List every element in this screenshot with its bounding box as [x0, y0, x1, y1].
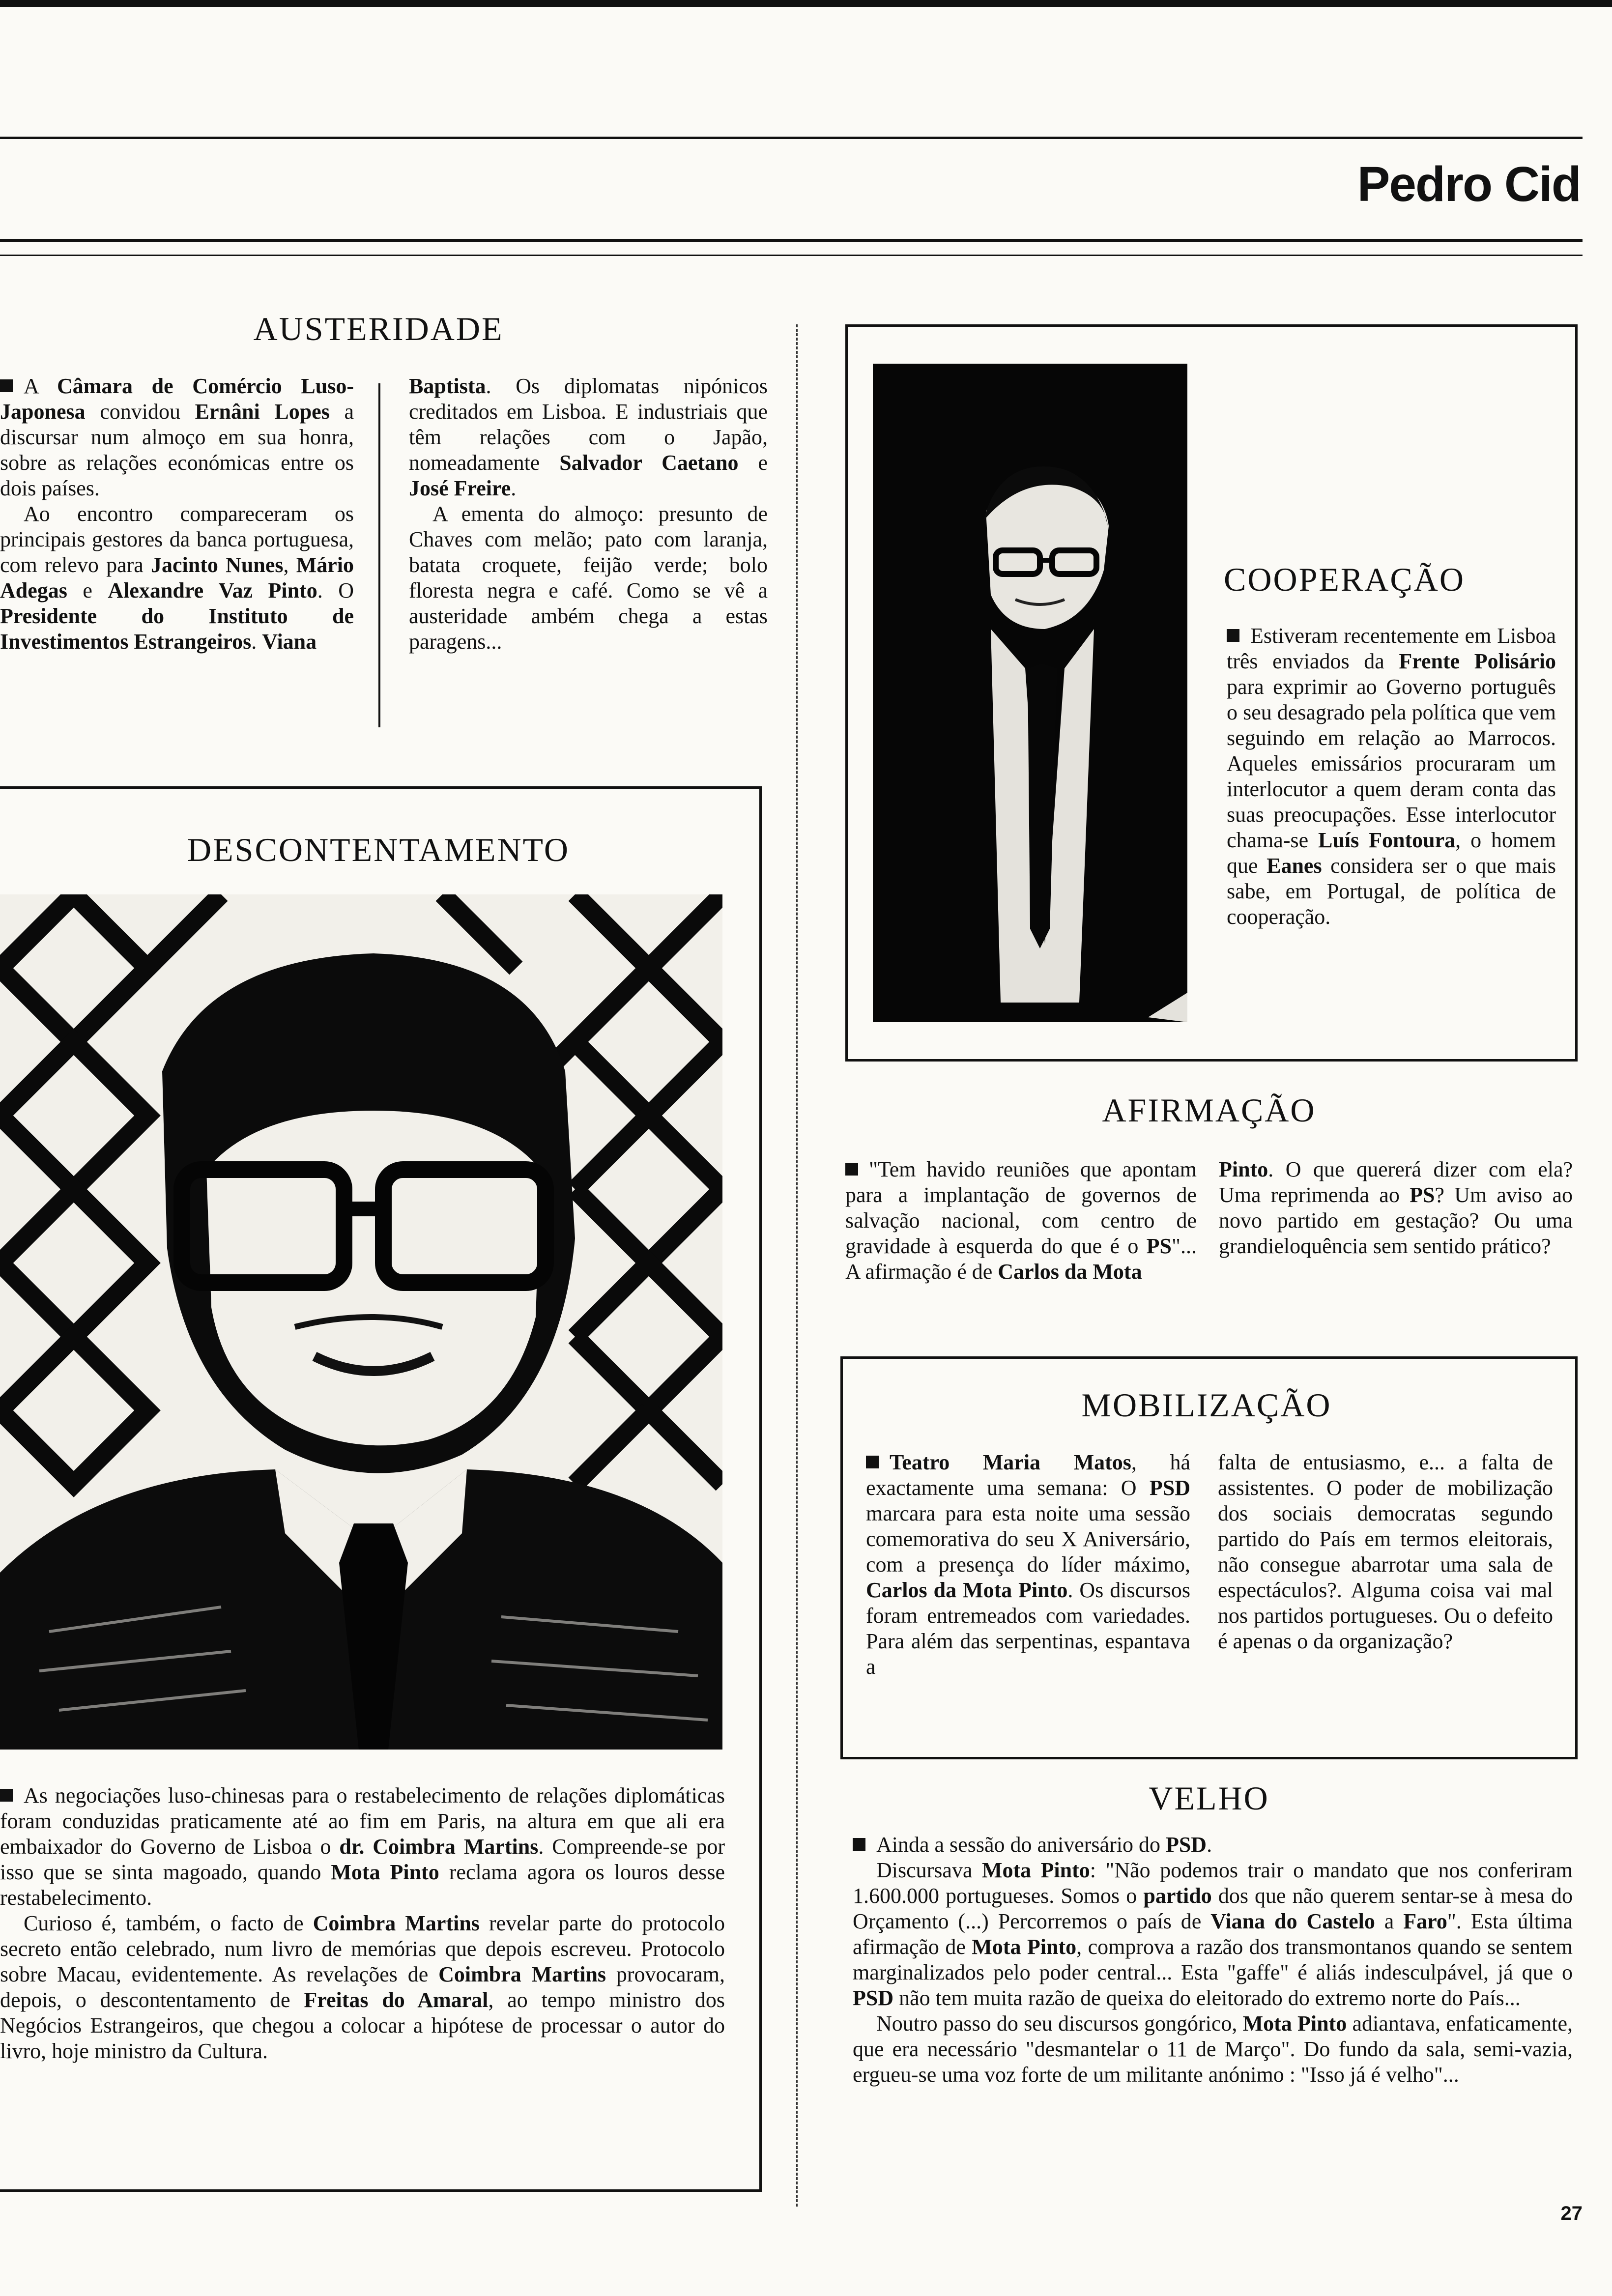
- center-divider: [796, 324, 798, 2207]
- text-run: Mota Pinto: [1242, 2011, 1347, 2036]
- text-run: . O que quererá dizer com ela? Uma reprimenda ao: [1219, 1157, 1573, 1207]
- text-run: Mota Pinto: [331, 1860, 439, 1884]
- text-run: Estiveram recentemente em Lisboa três enviados da: [1227, 624, 1556, 673]
- text-run: Presidente do Instituto de Investimentos Estrangeiros: [0, 604, 354, 654]
- text-run: Luís Fontoura: [1318, 828, 1456, 852]
- text-run: considera ser o que mais sabe, em Portugal, de política de cooperação.: [1227, 854, 1556, 929]
- text-run: ? Um aviso ao novo partido em gestação? Ou uma grandieloquência sem sentido prático?: [1219, 1183, 1573, 1258]
- text-run: ". Esta última afirmação de: [853, 1909, 1573, 1959]
- text-run: a discursar num almoço em sua honra, sobre as relações económicas entre os dois países.: [0, 400, 354, 500]
- text-run: Pinto: [1219, 1157, 1268, 1181]
- cooperacao-title: COOPERAÇÃO: [1224, 561, 1465, 598]
- text-run: Freitas do Amaral: [304, 1988, 489, 2012]
- bullet-square-icon: [845, 1163, 858, 1176]
- austeridade-col2: [409, 373, 768, 655]
- page-number: 27: [1560, 2203, 1583, 2224]
- text-run: Discursava: [876, 1858, 982, 1882]
- text-run: reclama agora os louros desse restabelecimento.: [0, 1860, 725, 1910]
- text-run: PSD: [1165, 1833, 1207, 1857]
- text-run: Mota Pinto: [972, 1935, 1077, 1959]
- header-rule-mid: [0, 239, 1583, 242]
- text-run: . O: [317, 578, 354, 603]
- text-run: Salvador Caetano: [559, 451, 739, 475]
- bullet-square-icon: [0, 1789, 13, 1802]
- text-run: . Os discursos foram entremeados com variedades. Para além das serpentinas, espantava a: [866, 1578, 1190, 1679]
- austeridade-col2-p2: [409, 501, 768, 655]
- text-run: partido: [1143, 1884, 1212, 1908]
- text-run: , há exactamente uma semana: O: [866, 1450, 1191, 1500]
- mobilizacao-col1-p: [866, 1450, 1190, 1680]
- text-run: .: [251, 630, 262, 654]
- text-run: , ao tempo ministro dos Negócios Estrangeiros, que chegou a colocar a hipótese de processar o autor do livro, hoje ministro da Cultura.: [0, 1988, 725, 2063]
- text-run: . Os diplomatas nipónicos creditados em Lisboa. E industriais que têm relações com o Japão, nomeadamente: [409, 374, 768, 475]
- text-run: revelar parte do protocolo secreto então celebrado, num livro de memórias que depois escreveu. Protocolo sobre Macau, evidentemente. As revelações de: [0, 1911, 725, 1986]
- text-run: Teatro Maria Matos: [890, 1450, 1131, 1474]
- text-run: Câmara de Comércio Luso-Japonesa: [0, 374, 354, 424]
- text-run: Curioso é, também, o facto de: [24, 1911, 313, 1935]
- text-run: Viana: [262, 630, 317, 654]
- text-run: provocaram, depois, o descontentamento de: [0, 1962, 725, 2012]
- text-run: Noutro passo do seu discursos gongórico,: [876, 2011, 1243, 2036]
- velho-p1: [853, 1832, 1573, 1858]
- austeridade-col1: [0, 373, 354, 655]
- text-run: PS: [1146, 1234, 1172, 1258]
- text-run: As negociações luso-chinesas para o restabelecimento de relações diplomáticas foram conduzidas praticamente até ao fim em Paris, na altura em que ali era embaixador do Governo de Lisboa o: [0, 1783, 725, 1859]
- velho-text: [853, 1832, 1573, 2088]
- descontentamento-portrait-photo: [0, 894, 722, 1750]
- text-run: Frente Polisário: [1399, 649, 1556, 673]
- text-run: falta de entusiasmo, e... a falta de assistentes. O poder de mobilização dos sociais democratas segundo partido do País em termos eleitorais, não consegue abarrotar uma sala de espectáculos?. Alguma coisa vai mal nos partidos portugueses. Ou o defeito é apenas o da organização?: [1218, 1450, 1553, 1653]
- text-run: marcara para esta noite uma sessão comemorativa do seu X Aniversário, com a presença do líder máximo,: [866, 1501, 1190, 1577]
- descontentamento-text: [0, 1783, 725, 2064]
- afirmacao-col2: [1219, 1157, 1573, 1259]
- mobilizacao-col2: [1218, 1450, 1553, 1654]
- text-run: . Compreende-se por isso que se sinta magoado, quando: [0, 1835, 725, 1884]
- text-run: PSD: [1149, 1476, 1190, 1500]
- text-run: .: [1207, 1833, 1212, 1857]
- mobilizacao-col1: [866, 1450, 1190, 1680]
- austeridade-col2-p1: [409, 373, 768, 501]
- text-run: A: [24, 374, 58, 398]
- text-run: e: [738, 451, 768, 475]
- bullet-square-icon: [0, 379, 13, 392]
- portrait-man-glasses-icon: [873, 364, 1187, 1022]
- text-run: Mário Adegas: [0, 553, 354, 603]
- top-edge-rule: [0, 0, 1612, 7]
- text-run: .: [511, 476, 517, 500]
- text-run: Mota Pinto: [981, 1858, 1090, 1882]
- afirmacao-col2-p: [1219, 1157, 1573, 1259]
- text-run: PSD: [853, 1986, 894, 2010]
- text-run: para exprimir ao Governo português o seu desagrado pela política que vem seguindo em relação ao Marrocos. Aqueles emissários procuraram um interlocutor a quem deram conta das suas preocupações. Esse interlocutor chama-se: [1227, 675, 1556, 852]
- text-run: PS: [1410, 1183, 1435, 1207]
- text-run: Eanes: [1267, 854, 1322, 878]
- text-run: Ernâni Lopes: [195, 400, 330, 424]
- austeridade-column-rule: [378, 383, 380, 727]
- austeridade-col1-p2: [0, 501, 354, 655]
- text-run: : "Não podemos trair o mandato que nos conferiram 1.600.000 portugueses. Somos o: [853, 1858, 1573, 1908]
- text-run: e: [67, 578, 108, 603]
- velho-title: VELHO: [1149, 1779, 1269, 1817]
- text-run: A ementa do almoço: presunto de Chaves com melão; pato com laranja, batata croquete, feijão verde; bolo floresta negra e café. Como se vê a austeridade ambém chega a estas paragens...: [409, 502, 768, 654]
- cooperacao-text: [1227, 623, 1556, 930]
- cooperacao-p1: [1227, 623, 1556, 930]
- descontentamento-p1: [0, 1783, 725, 1911]
- afirmacao-title: AFIRMAÇÃO: [1102, 1091, 1316, 1129]
- bullet-square-icon: [853, 1838, 865, 1851]
- text-run: "Tem havido reuniões que apontam para a implantação de governos de salvação nacional, com centro de gravidade à esquerda do que é o: [845, 1157, 1197, 1258]
- text-run: Viana do Castelo: [1210, 1909, 1375, 1933]
- text-run: Ainda a sessão do aniversário do: [876, 1833, 1166, 1857]
- descontentamento-title: DESCONTENTAMENTO: [187, 831, 570, 868]
- text-run: Baptista: [409, 374, 486, 398]
- bullet-square-icon: [866, 1456, 879, 1468]
- text-run: Alexandre Vaz Pinto: [108, 578, 317, 603]
- velho-p3: [853, 2011, 1573, 2088]
- afirmacao-col1: [845, 1157, 1197, 1285]
- text-run: dos que não querem sentar-se à mesa do Orçamento (...) Percorremos o país de: [853, 1884, 1573, 1933]
- header-rule-bottom: [0, 255, 1583, 256]
- text-run: , comprova a razão dos transmontanos quando se sentem marginalizados pelo poder central... Esta "gaffe" é aliás indesculpável, já que o: [853, 1935, 1573, 1984]
- text-run: Carlos da Mota Pinto: [866, 1578, 1068, 1602]
- text-run: convidou: [85, 400, 195, 424]
- text-run: a: [1375, 1909, 1404, 1933]
- mobilizacao-col2-p: [1218, 1450, 1553, 1654]
- text-run: Faro: [1403, 1909, 1447, 1933]
- portrait-man-glasses-lattice-icon: [0, 894, 722, 1750]
- text-run: Carlos da Mota: [998, 1260, 1142, 1284]
- text-run: adiantava, enfaticamente, que era necessário "desmantelar o 11 de Março". Do fundo da sala, semi-vazia, ergueu-se uma voz forte de um militante anónimo : "Isso já é velho"...: [853, 2011, 1573, 2087]
- text-run: dr. Coimbra Martins: [339, 1835, 539, 1859]
- text-run: , o homem que: [1227, 828, 1556, 878]
- velho-p2: [853, 1858, 1573, 2011]
- text-run: não tem muita razão de queixa do eleitorado do extremo norte do País...: [893, 1986, 1521, 2010]
- descontentamento-p2: [0, 1911, 725, 2064]
- byline: Pedro Cid: [1357, 157, 1581, 212]
- text-run: Coimbra Martins: [313, 1911, 480, 1935]
- text-run: Coimbra Martins: [438, 1962, 606, 1986]
- header-rule-top: [0, 137, 1583, 139]
- text-run: ,: [283, 553, 296, 577]
- text-run: "... A afirmação é de: [845, 1234, 1197, 1284]
- text-run: Jacinto Nunes: [151, 553, 284, 577]
- austeridade-title: AUSTERIDADE: [253, 310, 504, 347]
- text-run: José Freire: [409, 476, 511, 500]
- afirmacao-col1-p: [845, 1157, 1197, 1285]
- mobilizacao-title: MOBILIZAÇÃO: [1081, 1386, 1332, 1424]
- bullet-square-icon: [1227, 629, 1239, 642]
- text-run: Ao encontro compareceram os principais gestores da banca portuguesa, com relevo para: [0, 502, 354, 577]
- austeridade-col1-p1: [0, 373, 354, 501]
- cooperacao-portrait-photo: [873, 364, 1187, 1022]
